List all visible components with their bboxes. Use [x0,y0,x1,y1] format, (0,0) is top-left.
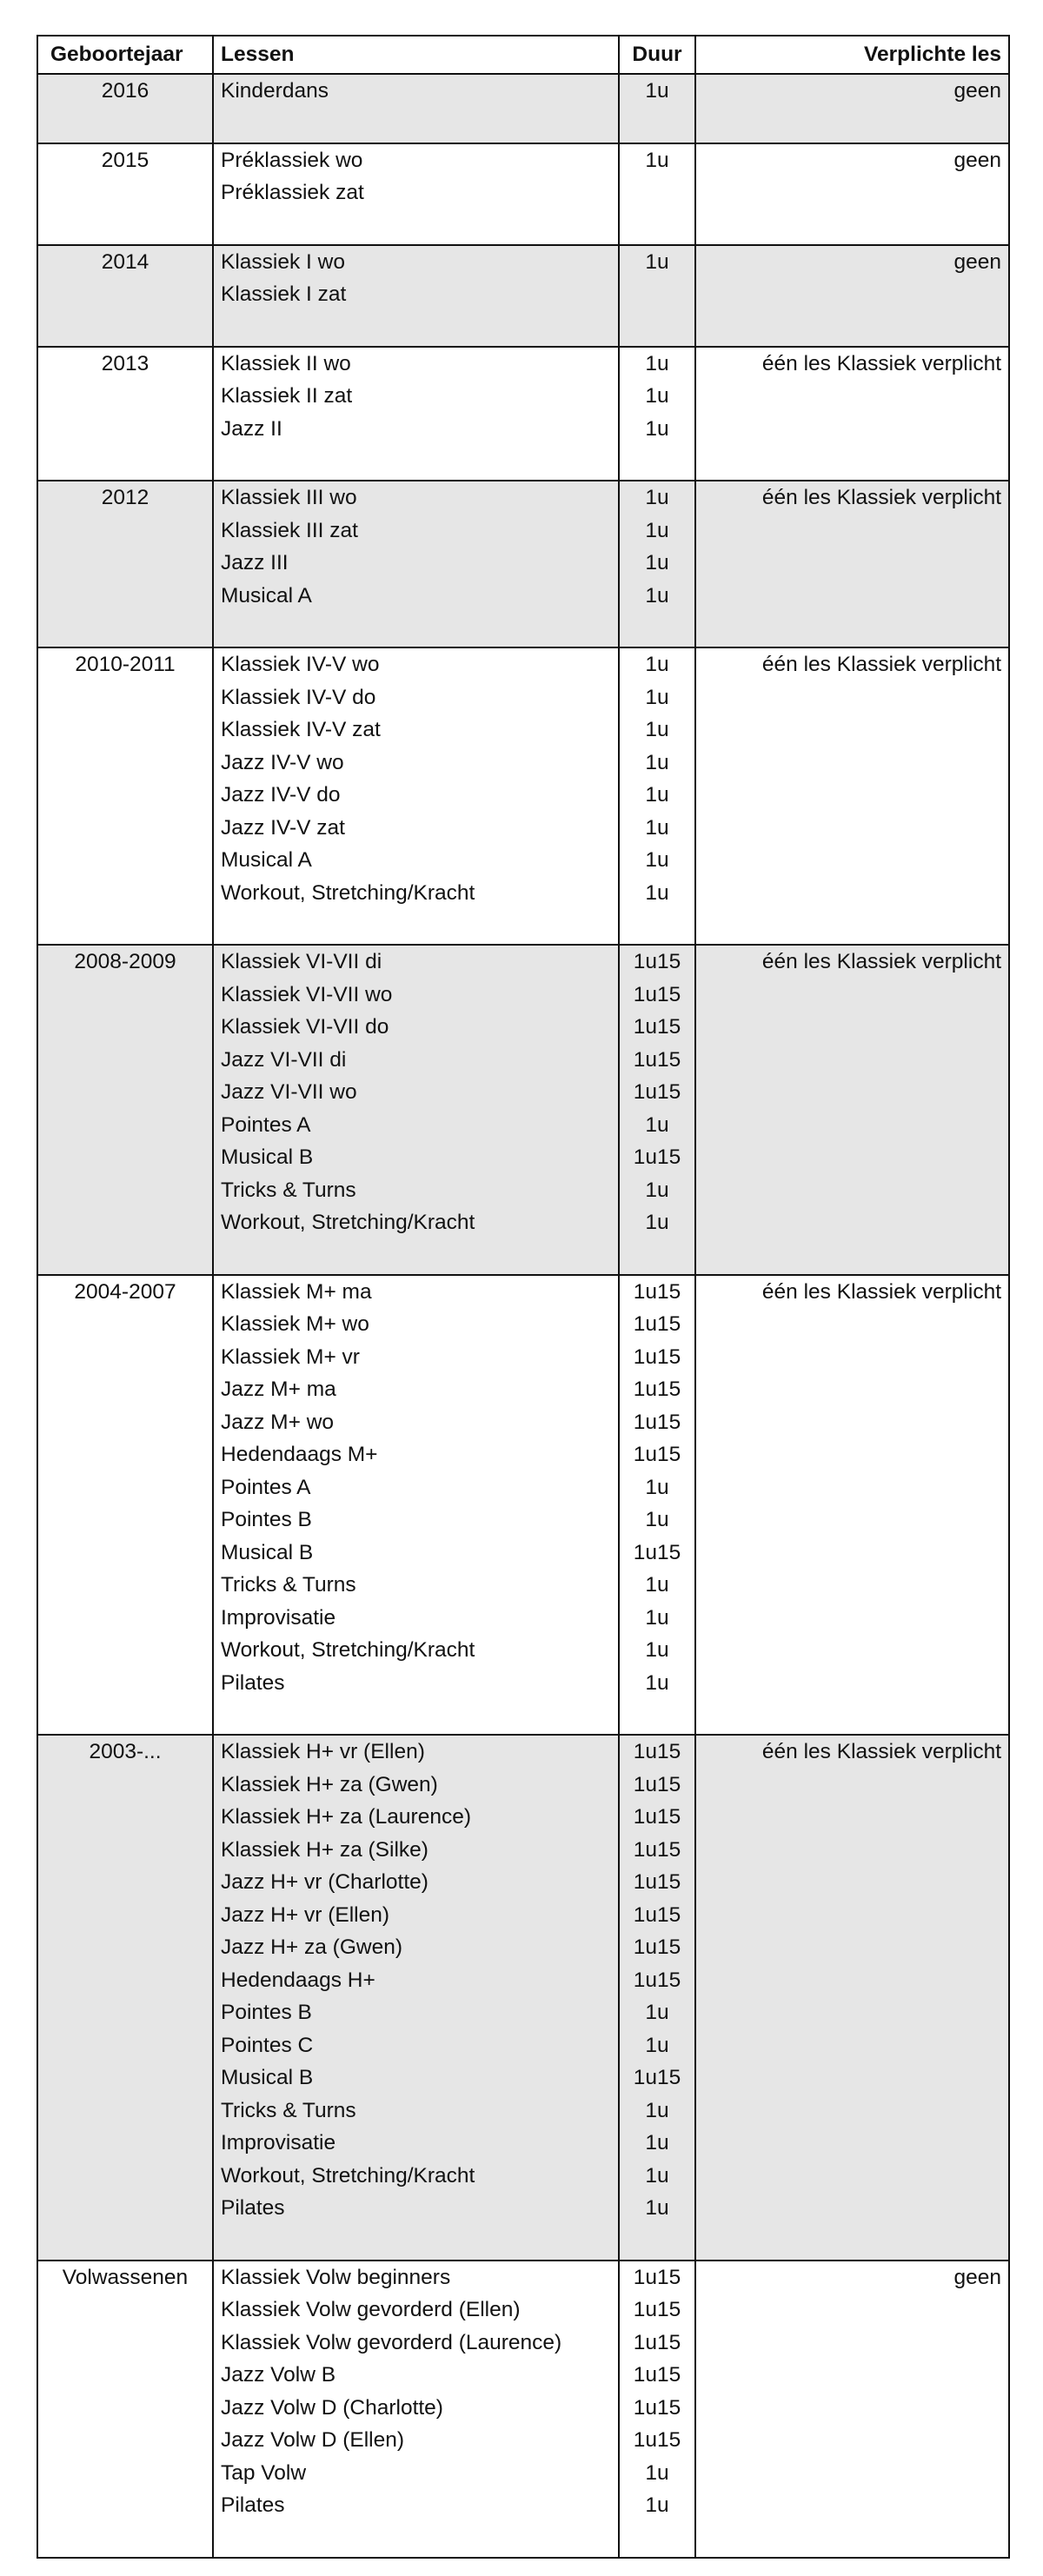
lesson-duration: 1u [645,1638,669,1662]
required-lesson-cell: geen [695,74,1009,143]
lesson-name: Pilates [221,2493,285,2517]
lesson-name: Klassiek H+ za (Silke) [221,1837,428,1862]
lesson-name: Tricks & Turns [221,1178,356,1202]
required-lesson-cell: één les Klassiek verplicht [695,1735,1009,2261]
lessons-cell [213,945,619,1275]
lesson-name: Hedendaags H+ [221,1968,375,1992]
lesson-name: Tricks & Turns [221,2098,356,2122]
lesson-duration: 1u [645,1670,669,1695]
header-required-lesson: Verplichte les [695,36,1009,74]
lesson-duration: 1u [645,815,669,840]
duration-cell [619,945,695,1275]
table-row [37,647,1009,945]
lesson-duration: 1u15 [633,1740,681,1763]
lesson-name: Pilates [221,1670,285,1695]
lesson-name: Pointes A [221,1475,311,1499]
duration-cell [619,481,695,647]
lessons-cell [213,74,619,143]
birth-year-cell: Volwassenen [37,2261,213,2558]
lessons-cell [213,143,619,245]
lesson-name: Jazz H+ vr (Ellen) [221,1902,390,1927]
lesson-duration: 1u15 [633,1312,681,1336]
duration-cell [619,143,695,245]
lesson-duration: 1u [645,2131,669,2154]
birth-year-cell: 2012 [37,481,213,647]
lesson-duration: 1u15 [633,1378,681,1401]
duration-cell [619,347,695,481]
table-row [37,1275,1009,1736]
lesson-duration: 1u [645,1475,669,1499]
table-row [37,945,1009,1275]
birth-year-cell: 2016 [37,74,213,143]
lesson-name: Préklassiek wo [221,148,363,172]
lesson-name: Klassiek Volw beginners [221,2265,451,2289]
lessons-cell [213,1735,619,2261]
lesson-name: Jazz IV-V do [221,783,341,807]
lesson-name: Jazz Volw D (Ellen) [221,2428,405,2452]
lesson-name: Workout, Stretching/Kracht [221,880,475,905]
lesson-name: Klassiek H+ za (Laurence) [221,1805,472,1829]
lesson-duration: 1u [645,2163,669,2188]
lesson-name: Jazz H+ za (Gwen) [221,1935,402,1959]
lesson-duration: 1u15 [633,1145,681,1169]
required-lesson-cell: geen [695,143,1009,245]
lesson-name: Improvisatie [221,2131,336,2154]
lesson-duration: 1u15 [633,2428,681,2452]
lesson-duration: 1u15 [633,2066,681,2089]
lesson-name: Musical B [221,1540,314,1564]
lesson-name: Musical B [221,2066,314,2089]
header-lessons: Lessen [213,36,619,74]
lesson-duration: 1u [645,416,669,441]
table-header-row [37,36,1009,74]
lesson-duration: 1u [645,750,669,774]
required-lesson-cell: geen [695,245,1009,347]
table-row [37,1735,1009,2261]
lesson-name: Préklassiek zat [221,181,364,204]
lesson-duration: 1u15 [633,2395,681,2420]
lesson-name: Klassiek III wo [221,486,357,509]
lesson-name: Pilates [221,2196,285,2220]
lesson-duration: 1u15 [633,1015,681,1039]
lessons-cell [213,347,619,481]
lesson-duration: 1u15 [633,1837,681,1862]
lesson-duration: 1u [645,1508,669,1531]
lessons-cell [213,2261,619,2558]
lesson-name: Workout, Stretching/Kracht [221,1638,475,1662]
lesson-name: Musical A [221,583,312,607]
lesson-duration: 1u15 [633,1410,681,1434]
lesson-duration: 1u [645,1211,669,1234]
duration-cell [619,647,695,945]
lesson-name: Musical B [221,1145,314,1169]
lesson-duration: 1u [645,2196,669,2220]
lesson-name: Jazz Volw B [221,2363,336,2387]
birth-year-cell: 2015 [37,143,213,245]
lesson-duration: 1u [645,2460,669,2485]
lesson-name: Hedendaags M+ [221,1443,378,1466]
lesson-duration: 1u [645,1178,669,1202]
lesson-name: Workout, Stretching/Kracht [221,2163,475,2188]
duration-cell [619,1735,695,2261]
lesson-duration: 1u [645,486,669,509]
lesson-duration: 1u15 [633,2363,681,2387]
lesson-duration: 1u15 [633,1540,681,1564]
birth-year-cell: 2014 [37,245,213,347]
required-lesson-cell: één les Klassiek verplicht [695,347,1009,481]
lesson-name: Klassiek H+ za (Gwen) [221,1772,438,1796]
lesson-name: Klassiek M+ ma [221,1279,372,1304]
table-row [37,347,1009,481]
lesson-duration: 1u15 [633,1443,681,1466]
lessons-cell [213,245,619,347]
lesson-name: Klassiek Volw gevorderd (Laurence) [221,2330,562,2354]
required-lesson-cell: één les Klassiek verplicht [695,647,1009,945]
lesson-duration: 1u [645,783,669,807]
lesson-name: Jazz VI-VII di [221,1047,347,1072]
lesson-name: Klassiek M+ wo [221,1312,369,1336]
lesson-name: Jazz M+ wo [221,1410,335,1434]
table-row [37,74,1009,143]
lesson-duration: 1u15 [633,1805,681,1829]
lesson-duration: 1u [645,384,669,408]
lesson-duration: 1u15 [633,1080,681,1104]
lesson-duration: 1u15 [633,982,681,1006]
lesson-duration: 1u [645,2098,669,2122]
lesson-duration: 1u [645,2493,669,2517]
lesson-name: Improvisatie [221,1605,336,1630]
lesson-duration: 1u [645,551,669,574]
lesson-name: Jazz IV-V wo [221,750,344,774]
lesson-duration: 1u [645,848,669,872]
table-row [37,245,1009,347]
lesson-duration: 1u15 [633,950,681,973]
lesson-duration: 1u [645,1112,669,1137]
lesson-name: Pointes A [221,1112,311,1137]
lesson-duration: 1u [645,653,669,676]
table-row [37,2261,1009,2558]
duration-cell [619,2261,695,2558]
lesson-name: Tricks & Turns [221,1573,356,1597]
required-lesson-cell: één les Klassiek verplicht [695,481,1009,647]
lesson-name: Workout, Stretching/Kracht [221,1211,475,1234]
duration-cell [619,1275,695,1736]
lesson-name: Jazz IV-V zat [221,815,345,840]
lesson-duration: 1u [645,1573,669,1597]
birth-year-cell: 2008-2009 [37,945,213,1275]
lesson-name: Tap Volw [221,2460,307,2485]
lesson-duration: 1u [645,351,669,375]
lesson-name: Klassiek Volw gevorderd (Ellen) [221,2298,521,2321]
required-lesson-cell: geen [695,2261,1009,2558]
lesson-name: Pointes B [221,2001,312,2024]
header-duration: Duur [619,36,695,74]
required-lesson-cell: één les Klassiek verplicht [695,945,1009,1275]
lesson-name: Klassiek IV-V wo [221,653,380,676]
lesson-name: Klassiek VI-VII do [221,1015,389,1039]
lesson-duration: 1u [645,2001,669,2024]
lesson-duration: 1u [645,583,669,607]
lesson-duration: 1u [645,249,669,274]
lesson-name: Jazz VI-VII wo [221,1080,357,1104]
lessons-cell [213,1275,619,1736]
duration-cell [619,74,695,143]
lesson-duration: 1u15 [633,1772,681,1796]
lesson-duration: 1u [645,2033,669,2057]
lesson-duration: 1u15 [633,1870,681,1894]
header-birth-year: Geboortejaar [37,36,213,74]
lesson-name: Jazz Volw D (Charlotte) [221,2395,443,2420]
lesson-name: Jazz II [221,416,282,441]
lesson-name: Musical A [221,848,312,872]
birth-year-cell: 2003-... [37,1735,213,2261]
lesson-name: Klassiek II zat [221,384,353,408]
lesson-name: Pointes C [221,2033,314,2057]
lesson-name: Klassiek IV-V do [221,685,376,709]
lesson-duration: 1u [645,79,669,103]
lesson-name: Klassiek H+ vr (Ellen) [221,1740,425,1763]
lessons-cell [213,481,619,647]
birth-year-cell: 2010-2011 [37,647,213,945]
lesson-name: Jazz III [221,551,289,574]
lesson-name: Klassiek VI-VII wo [221,982,393,1006]
lesson-name: Kinderdans [221,79,329,103]
birth-year-cell: 2013 [37,347,213,481]
lesson-duration: 1u [645,880,669,905]
lessons-cell [213,647,619,945]
lesson-duration: 1u15 [633,1935,681,1959]
lesson-duration: 1u15 [633,2298,681,2321]
lesson-name: Klassiek VI-VII di [221,950,382,973]
lesson-name: Klassiek I zat [221,282,347,306]
lesson-name: Pointes B [221,1508,312,1531]
lesson-duration: 1u [645,685,669,709]
birth-year-cell: 2004-2007 [37,1275,213,1736]
lesson-name: Jazz M+ ma [221,1378,336,1401]
lesson-duration: 1u15 [633,1902,681,1927]
lesson-duration: 1u [645,1605,669,1630]
lesson-duration: 1u15 [633,1968,681,1992]
lesson-duration: 1u15 [633,2330,681,2354]
lesson-duration: 1u [645,148,669,172]
lesson-name: Klassiek II wo [221,351,351,375]
duration-cell [619,245,695,347]
lesson-duration: 1u15 [633,1279,681,1304]
lesson-duration: 1u [645,718,669,741]
lesson-duration: 1u15 [633,1344,681,1369]
lesson-schedule-table [37,35,1010,2559]
lesson-name: Klassiek M+ vr [221,1344,360,1369]
lesson-name: Klassiek III zat [221,518,358,542]
lesson-duration: 1u [645,518,669,542]
lesson-duration: 1u15 [633,2265,681,2289]
table-row [37,481,1009,647]
table-row [37,143,1009,245]
required-lesson-cell: één les Klassiek verplicht [695,1275,1009,1736]
table-body [37,74,1009,2558]
lesson-name: Klassiek I wo [221,249,345,274]
lesson-name: Jazz H+ vr (Charlotte) [221,1870,428,1894]
lesson-duration: 1u15 [633,1047,681,1072]
lesson-name: Klassiek IV-V zat [221,718,381,741]
